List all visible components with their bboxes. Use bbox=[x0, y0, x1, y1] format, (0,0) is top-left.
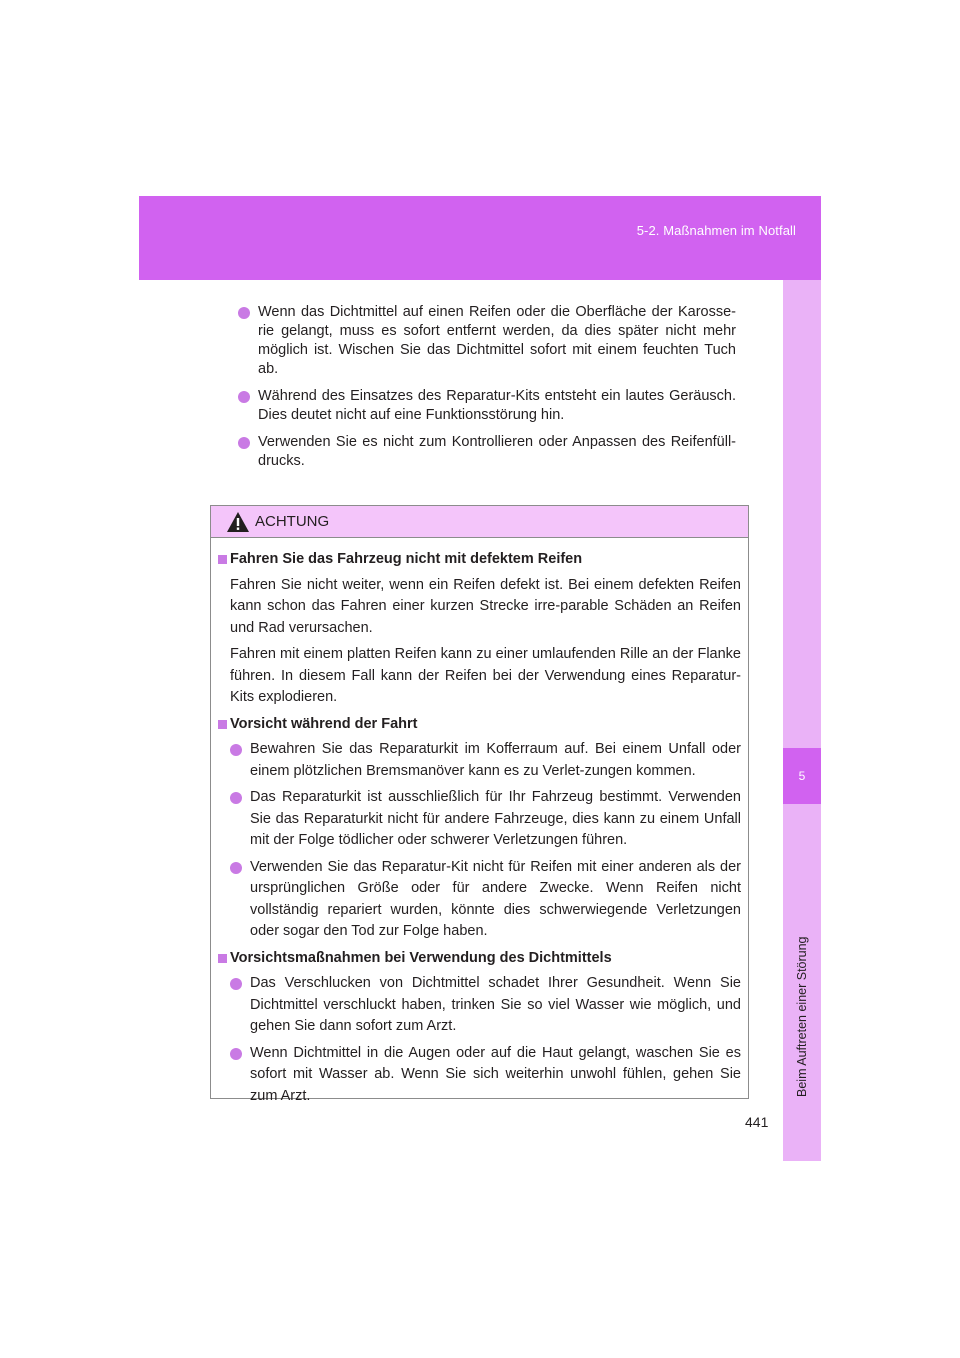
bullet-text: Verwenden Sie es nicht zum Kontrollieren oder Anpassen des Reifenfüll-drucks. bbox=[258, 434, 736, 469]
bullet-dot-icon bbox=[238, 437, 250, 449]
list-item bbox=[218, 739, 741, 782]
square-bullet-icon bbox=[218, 954, 227, 963]
square-bullet-icon bbox=[218, 720, 227, 729]
warning-box bbox=[210, 505, 749, 1104]
section-heading bbox=[218, 948, 741, 970]
list-item bbox=[218, 1043, 741, 1108]
warning-title: ACHTUNG bbox=[255, 513, 330, 530]
list-item bbox=[238, 387, 736, 425]
list-item bbox=[238, 303, 736, 379]
bullet-dot-icon bbox=[230, 744, 242, 756]
bullet-text: Wenn das Dichtmittel auf einen Reifen oder die Oberfläche der Karosse-rie gelangt, muss es sofort entfernt werden, da dies später nicht mehr möglich ist. Wischen Sie das Dichtmittel sofort mit einem feuchten Tuch ab. bbox=[258, 304, 736, 377]
chapter-side-tab bbox=[783, 280, 821, 1161]
chapter-number: 5 bbox=[783, 748, 821, 804]
bullet-dot-icon bbox=[230, 978, 242, 990]
section-heading-text: Vorsichtsmaßnahmen bei Verwendung des Dichtmittels bbox=[230, 949, 612, 966]
paragraph: Fahren Sie nicht weiter, wenn ein Reifen defekt ist. Bei einem defekten Reifen kann schon das Fahren einer kurzen Strecke irre-parable Schäden an Reifen und Rad verursachen. bbox=[230, 576, 741, 636]
bullet-dot-icon bbox=[238, 307, 250, 319]
list-item bbox=[218, 857, 741, 943]
bullet-text: Bewahren Sie das Reparaturkit im Kofferraum auf. Bei einem Unfall oder einem plötzlichen Bremsmanöver kann es zu Verlet-zungen kommen. bbox=[250, 741, 741, 779]
bullet-dot-icon bbox=[238, 391, 250, 403]
chapter-side-label: Beim Auftreten einer Störung bbox=[795, 936, 809, 1097]
intro-bullets bbox=[238, 303, 736, 479]
page-number: 441 bbox=[745, 1114, 769, 1130]
bullet-dot-icon bbox=[230, 792, 242, 804]
chapter-title: 5-2. Maßnahmen im Notfall bbox=[636, 223, 796, 238]
bullet-dot-icon bbox=[230, 1048, 242, 1060]
bullet-text: Verwenden Sie das Reparatur-Kit nicht für Reifen mit einer anderen als der ursprünglichen Größe oder für andere Zwecke. Wenn Reifen nicht vollständig repariert wurden, könnte dies schwerwiegende Verletzungen oder sogar den Tod zur Folge haben. bbox=[250, 858, 741, 939]
section-heading-text: Fahren Sie das Fahrzeug nicht mit defektem Reifen bbox=[230, 551, 583, 567]
section-heading bbox=[218, 549, 741, 571]
square-bullet-icon bbox=[218, 555, 227, 564]
chapter-header bbox=[139, 196, 821, 280]
warning-header bbox=[211, 506, 748, 538]
list-item bbox=[218, 973, 741, 1038]
section-heading bbox=[218, 714, 741, 736]
warning-triangle-icon bbox=[226, 511, 250, 533]
bullet-text: Das Reparaturkit ist ausschließlich für Ihr Fahrzeug bestimmt. Verwenden Sie das Reparaturkit nicht für andere Fahrzeuge, dies kann zu einem Unfall mit der Folge tödlicher oder schwerer Verletzungen führen. bbox=[250, 789, 741, 848]
warning-body bbox=[211, 538, 748, 1107]
section-heading-text: Vorsicht während der Fahrt bbox=[230, 715, 418, 732]
paragraph: Fahren mit einem platten Reifen kann zu einer umlaufenden Rille an der Flanke führen. In diesem Fall kann der Reifen bei der Verwendung eines Reparatur-Kits explodieren. bbox=[230, 646, 741, 705]
bullet-text: Das Verschlucken von Dichtmittel schadet Ihrer Gesundheit. Wenn Sie Dichtmittel verschluckt haben, trinken Sie so viel Wasser wie möglich, und gehen Sie dann sofort zum Arzt. bbox=[250, 975, 741, 1034]
list-item bbox=[218, 787, 741, 852]
list-item bbox=[238, 433, 736, 471]
bullet-text: Während des Einsatzes des Reparatur-Kits entsteht ein lautes Geräusch. Dies deutet nicht auf eine Funktionsstörung hin. bbox=[258, 388, 736, 423]
bullet-text: Wenn Dichtmittel in die Augen oder auf die Haut gelangt, waschen Sie es sofort mit Wasser ab. Wenn Sie sich weiterhin unwohl fühlen, gehen Sie zum Arzt. bbox=[250, 1044, 741, 1104]
bullet-dot-icon bbox=[230, 862, 242, 874]
